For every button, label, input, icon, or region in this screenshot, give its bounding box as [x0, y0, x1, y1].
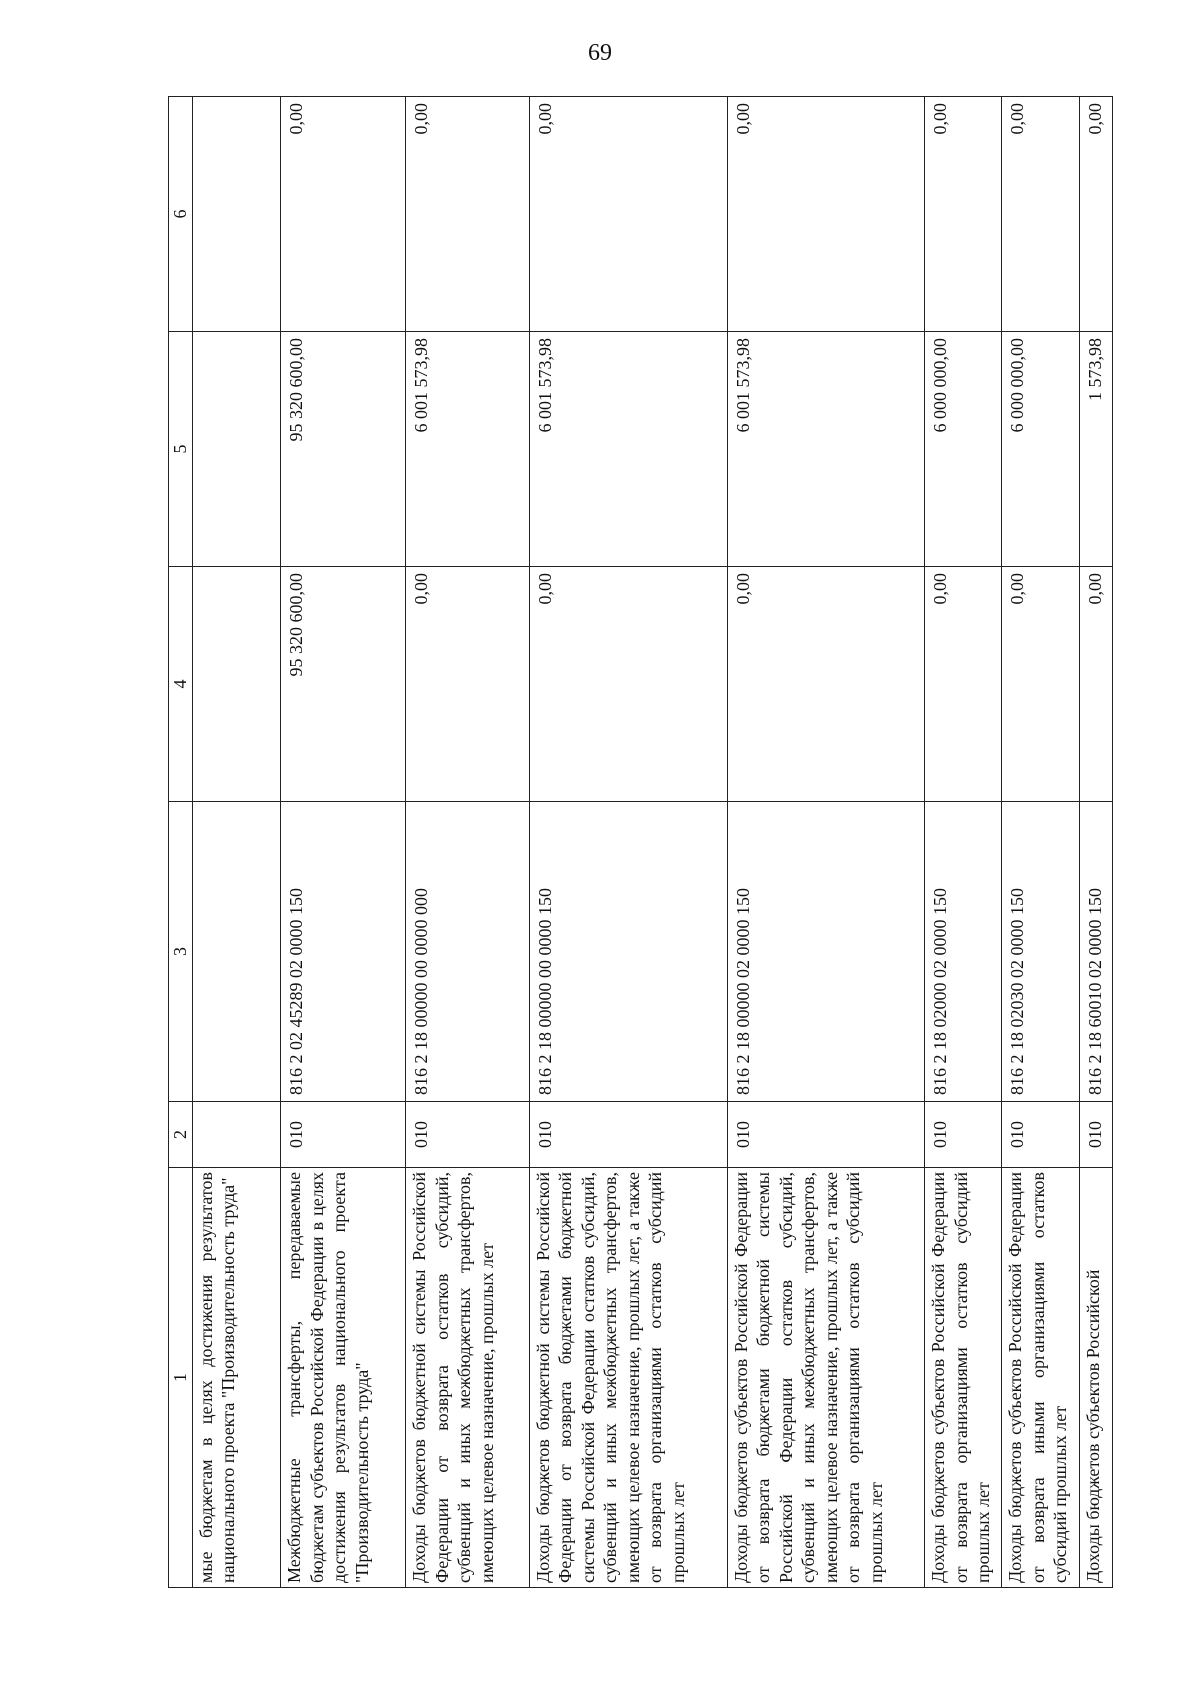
table-row — [529, 97, 727, 1588]
row-line-code: 010 — [1002, 1102, 1079, 1168]
row-line-code: 010 — [529, 1102, 727, 1168]
header-row — [169, 97, 193, 1588]
row-name: Доходы бюджетов субъектов Российской Федерации от возврата организациями остатков субсидий прошлых лет — [925, 1168, 1002, 1588]
row-name: Доходы бюджетов субъектов Российской Федерации от возврата бюджетами бюджетной системы Российской Федерации остатков субсидий, субвенций и иных межбюджетных трансфертов, имеющих целевое назначение, прошлых лет, а также от возврата организациями остатков субсидий прошлых лет — [727, 1168, 925, 1588]
row-value-6: 0,00 — [529, 97, 727, 332]
row-kbk: 816 2 18 02030 02 0000 150 — [1002, 802, 1079, 1102]
col-header-5: 5 — [169, 332, 193, 567]
row-line-code — [192, 1102, 281, 1168]
row-value-5: 6 001 573,98 — [529, 332, 727, 567]
col-header-2: 2 — [169, 1102, 193, 1168]
row-value-5: 6 001 573,98 — [406, 332, 530, 567]
row-value-5: 6 000 000,00 — [925, 332, 1002, 567]
col-header-4: 4 — [169, 567, 193, 802]
table-row — [1002, 97, 1079, 1588]
row-name: Доходы бюджетов бюджетной системы Российской Федерации от возврата бюджетами бюджетной системы Российской Федерации остатков субсидий, субвенций и иных межбюджетных трансфертов, имеющих целевое назначение, прошлых лет, а также от возврата организациями остатков субсидий прошлых лет — [529, 1168, 727, 1588]
row-value-4: 95 320 600,00 — [281, 567, 406, 802]
row-value-4: 0,00 — [727, 567, 925, 802]
row-line-code: 010 — [1079, 1102, 1112, 1168]
row-kbk: 816 2 02 45289 02 0000 150 — [281, 802, 406, 1102]
row-line-code: 010 — [727, 1102, 925, 1168]
row-value-5 — [192, 332, 281, 567]
row-line-code: 010 — [925, 1102, 1002, 1168]
row-value-5: 1 573,98 — [1079, 332, 1112, 567]
table-row — [192, 97, 281, 1588]
row-line-code: 010 — [406, 1102, 530, 1168]
rotated-table-container — [168, 97, 1113, 1588]
row-line-code: 010 — [281, 1102, 406, 1168]
row-name: Доходы бюджетов бюджетной системы Российской Федерации от возврата остатков субсидий, субвенций и иных межбюджетных трансфертов, имеющих целевое назначение, прошлых лет — [406, 1168, 530, 1588]
row-value-4: 0,00 — [406, 567, 530, 802]
table-row — [1079, 97, 1112, 1588]
row-value-4: 0,00 — [1002, 567, 1079, 802]
row-kbk: 816 2 18 00000 02 0000 150 — [727, 802, 925, 1102]
table-row — [727, 97, 925, 1588]
row-value-6 — [192, 97, 281, 332]
row-value-6: 0,00 — [1079, 97, 1112, 332]
table-row — [281, 97, 406, 1588]
row-kbk: 816 2 18 02000 02 0000 150 — [925, 802, 1002, 1102]
row-value-6: 0,00 — [281, 97, 406, 332]
col-header-6: 6 — [169, 97, 193, 332]
row-value-6: 0,00 — [727, 97, 925, 332]
page-number: 69 — [588, 40, 612, 66]
row-value-6: 0,00 — [925, 97, 1002, 332]
row-value-4: 0,00 — [925, 567, 1002, 802]
row-value-4 — [192, 567, 281, 802]
row-kbk: 816 2 18 00000 00 0000 150 — [529, 802, 727, 1102]
table-row — [406, 97, 530, 1588]
col-header-1: 1 — [169, 1168, 193, 1588]
col-header-3: 3 — [169, 802, 193, 1102]
row-value-4: 0,00 — [1079, 567, 1112, 802]
table-row — [925, 97, 1002, 1588]
row-name: Межбюджетные трансферты, передаваемые бюджетам субъектов Российской Федерации в целях достижения результатов национального проекта "Производительность труда" — [281, 1168, 406, 1588]
row-name: Доходы бюджетов субъектов Российской — [1079, 1168, 1112, 1588]
row-kbk: 816 2 18 60010 02 0000 150 — [1079, 802, 1112, 1102]
row-value-6: 0,00 — [406, 97, 530, 332]
row-kbk: 816 2 18 00000 00 0000 000 — [406, 802, 530, 1102]
row-name: Доходы бюджетов субъектов Российской Федерации от возврата иными организациями остатков субсидий прошлых лет — [1002, 1168, 1079, 1588]
budget-income-table — [168, 96, 1113, 1588]
row-value-5: 6 000 000,00 — [1002, 332, 1079, 567]
row-kbk — [192, 802, 281, 1102]
row-name: мые бюджетам в целях достижения результатов национального проекта "Производительность труда" — [192, 1168, 281, 1588]
row-value-4: 0,00 — [529, 567, 727, 802]
row-value-5: 6 001 573,98 — [727, 332, 925, 567]
row-value-6: 0,00 — [1002, 97, 1079, 332]
row-value-5: 95 320 600,00 — [281, 332, 406, 567]
